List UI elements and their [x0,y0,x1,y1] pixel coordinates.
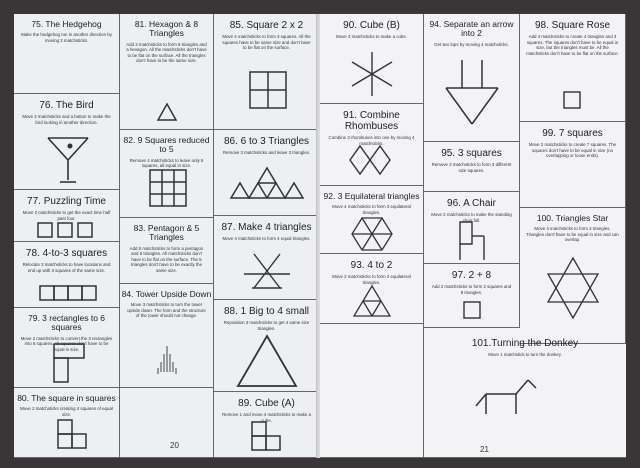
puzzle-desc: Move 2 matchsticks creating 4 squares of equal size. [20,406,113,417]
puzzle-title: 97. 2 + 8 [451,270,492,281]
puzzle-desc: Move 1 matchstick to turn the donkey. [488,352,562,357]
puzzle-title: 96. A Chair [447,198,496,209]
puzzle-desc: Combine 3 rhombuses into one by moving 4 matchsticks. [328,135,415,146]
make-triangles-figure [214,248,320,298]
puzzle-75 [14,14,120,94]
squares-figure [14,282,120,306]
four-triangles-figure [320,282,424,322]
puzzle-title: 86. 6 to 3 Triangles [223,136,310,147]
big-triangle-figure [214,330,320,392]
puzzle-desc: Remove 3 matchsticks and leave 3 triangles. [222,150,311,155]
puzzle-88 [214,300,320,392]
puzzle-desc: Move 4 matchsticks to form 4 equal triangles. [222,236,311,241]
tower-figure [120,342,214,382]
puzzle-82 [120,130,214,218]
puzzle-81 [120,14,214,130]
puzzle-95 [424,142,520,192]
cube-b-figure [320,44,424,104]
triangles-figure [214,164,320,214]
puzzle-title: 81. Hexagon & 8 Triangles [134,19,199,39]
puzzle-93 [320,254,424,324]
puzzle-84 [120,284,214,388]
puzzle-desc: Get two lops by moving 4 matchsticks. [434,41,509,47]
puzzle-76 [14,94,120,190]
puzzle-77 [14,190,120,242]
puzzle-title: 94. Separate an arrow into 2 [429,19,514,39]
puzzle-desc: Remove 2 matchsticks to form 3 different size squares. [431,162,512,173]
page-number: 20 [170,441,179,450]
puzzle-desc: Move 2 matchsticks to create 7 squares. The squares don't have to be equal in size (no overlapping or loose ends). [528,142,617,158]
puzzle-title: 84. Tower Upside Down [121,289,212,299]
cube-a-figure [214,416,320,458]
puzzle-79 [14,308,120,388]
puzzle-title: 91. Combine Rhombuses [343,110,400,132]
puzzle-title: 88. 1 Big to 4 small [223,306,310,317]
right-blank [320,324,424,458]
puzzle-97 [424,264,520,328]
puzzle-80 [14,388,120,458]
chair-figure [424,218,520,264]
puzzle-title: 75. The Hedgehog [31,19,102,29]
puzzle-78 [14,242,120,308]
puzzle-desc: Remove 1 and move 4 matchsticks to make a cube. [222,412,311,423]
puzzle-title: 89. Cube (A) [238,398,295,409]
puzzle-101 [424,328,626,458]
puzzle-desc: Move 2 matchsticks to form 2 equilateral triangles. [332,274,411,285]
puzzle-86 [214,130,320,216]
donkey-figure [424,364,626,444]
puzzle-91 [320,104,424,186]
hexagon-figure [320,212,424,252]
puzzle-desc: Remove 4 matchsticks to leave only 5 squares, all equal in size. [129,157,204,169]
puzzle-title: 79. 3 rectangles to 6 squares [27,313,106,333]
puzzle-title: 76. The Bird [39,100,94,111]
puzzle-title: 78. 4-to-3 squares [25,248,108,259]
puzzle-desc: Move 2 matchsticks to convert the 3 rectangles into 6 squares. All squares don't have to be equal in size. [20,335,113,352]
puzzle-87 [214,216,320,300]
puzzle-desc: Relocate 3 matchsticks to have locations and end up with 3 squares of the same size. [22,262,111,273]
square-figure [424,298,520,324]
puzzle-desc: Add 2 matchsticks to form 2 squares and 8 triangles. [431,284,512,295]
puzzle-desc: Add 4 matchsticks to create 4 triangles and 3 squares. The squares don't have to be equal in size, but the triangles must be. All the matchsticks don't have to be flat on the surface. [526,34,619,56]
puzzle-96 [424,192,520,264]
puzzle-desc: Move 4 matchsticks to form 2 triangles. Triangles don't have to be equal in size and can overlap. [526,226,619,243]
arrow-figure [424,54,520,134]
clock-squares-figure [14,220,120,240]
puzzle-title: 77. Puzzling Time [27,196,106,207]
grid-2x2-figure [214,66,320,126]
puzzle-title: 98. Square Rose [534,20,611,31]
square-in-squares-figure [14,414,120,458]
puzzle-83 [120,218,214,284]
puzzle-title: 92. 3 Equilateral triangles [323,191,420,201]
puzzle-desc: Make the hedgehog run in another direction by moving 2 matchsticks. [21,32,112,43]
star-figure [520,252,626,332]
puzzle-desc: Move 4 matchsticks to form 3 equilateral triangles. [332,204,411,215]
bird-figure [14,130,120,190]
puzzle-title: 90. Cube (B) [343,20,400,31]
puzzle-title: 83. Pentagon & 5 Triangles [133,223,200,243]
puzzle-desc: Move 4 matchsticks to form 3 squares. All the squares have to be same size and don't have to be flat on the surface. [222,34,311,50]
left-page [14,14,320,458]
puzzle-title: 93. 4 to 2 [350,260,393,271]
puzzle-100 [520,208,626,344]
puzzle-desc: Move 3 matchsticks to make a cube. [335,34,407,39]
puzzle-title: 85. Square 2 x 2 [229,20,304,31]
puzzle-desc: Add 3 matchsticks to form 8 triangles and a hexagon. All the matchsticks don't have to be flat on the surface. All the triangles don't have to be the same size. [126,41,207,64]
triangle-figure [120,98,214,128]
puzzle-94 [424,14,520,142]
puzzle-title: 100. Triangles Star [536,213,609,223]
puzzle-desc: Add 5 matchsticks to form a pentagon and 5 triangles. All matchsticks don't have to be flat on the surface. The 5 triangles don't have to be exactly the same size. [129,245,204,273]
puzzle-title: 101.Turning the Donkey [471,338,579,349]
puzzle-85 [214,14,320,130]
rhombuses-figure [320,140,424,180]
puzzle-92 [320,186,424,254]
puzzle-desc: Move 2 matchsticks and a button to make the bird looking in another direction. [22,114,111,125]
puzzle-98 [520,14,626,122]
puzzle-title: 82. 9 Squares reduced to 5 [123,135,210,155]
puzzle-title: 80. The square in squares [17,393,116,403]
puzzle-89 [214,392,320,458]
page-number: 21 [480,445,489,454]
puzzle-desc: Reposition 3 matchsticks to get 4 same size triangles. [223,320,310,331]
puzzle-90 [320,14,424,104]
puzzle-99 [520,122,626,208]
puzzle-title: 87. Make 4 triangles [221,222,312,233]
puzzle-desc: Move 3 matchsticks to turn the tower upside down. The form and the structure of the tower should not change. [127,302,206,319]
left-blank [120,388,214,458]
puzzle-title: 99. 7 squares [542,128,603,139]
puzzle-title: 95. 3 squares [441,148,502,159]
puzzle-desc: Move 2 matchsticks to make the standing chair fall. [431,212,512,223]
rectangles-figure [14,342,120,386]
right-page [320,14,626,458]
nine-squares-figure [120,166,214,216]
puzzle-desc: Move 2 matchsticks to get the exact time half past four. [22,210,111,221]
square-rose-figure [520,90,626,120]
